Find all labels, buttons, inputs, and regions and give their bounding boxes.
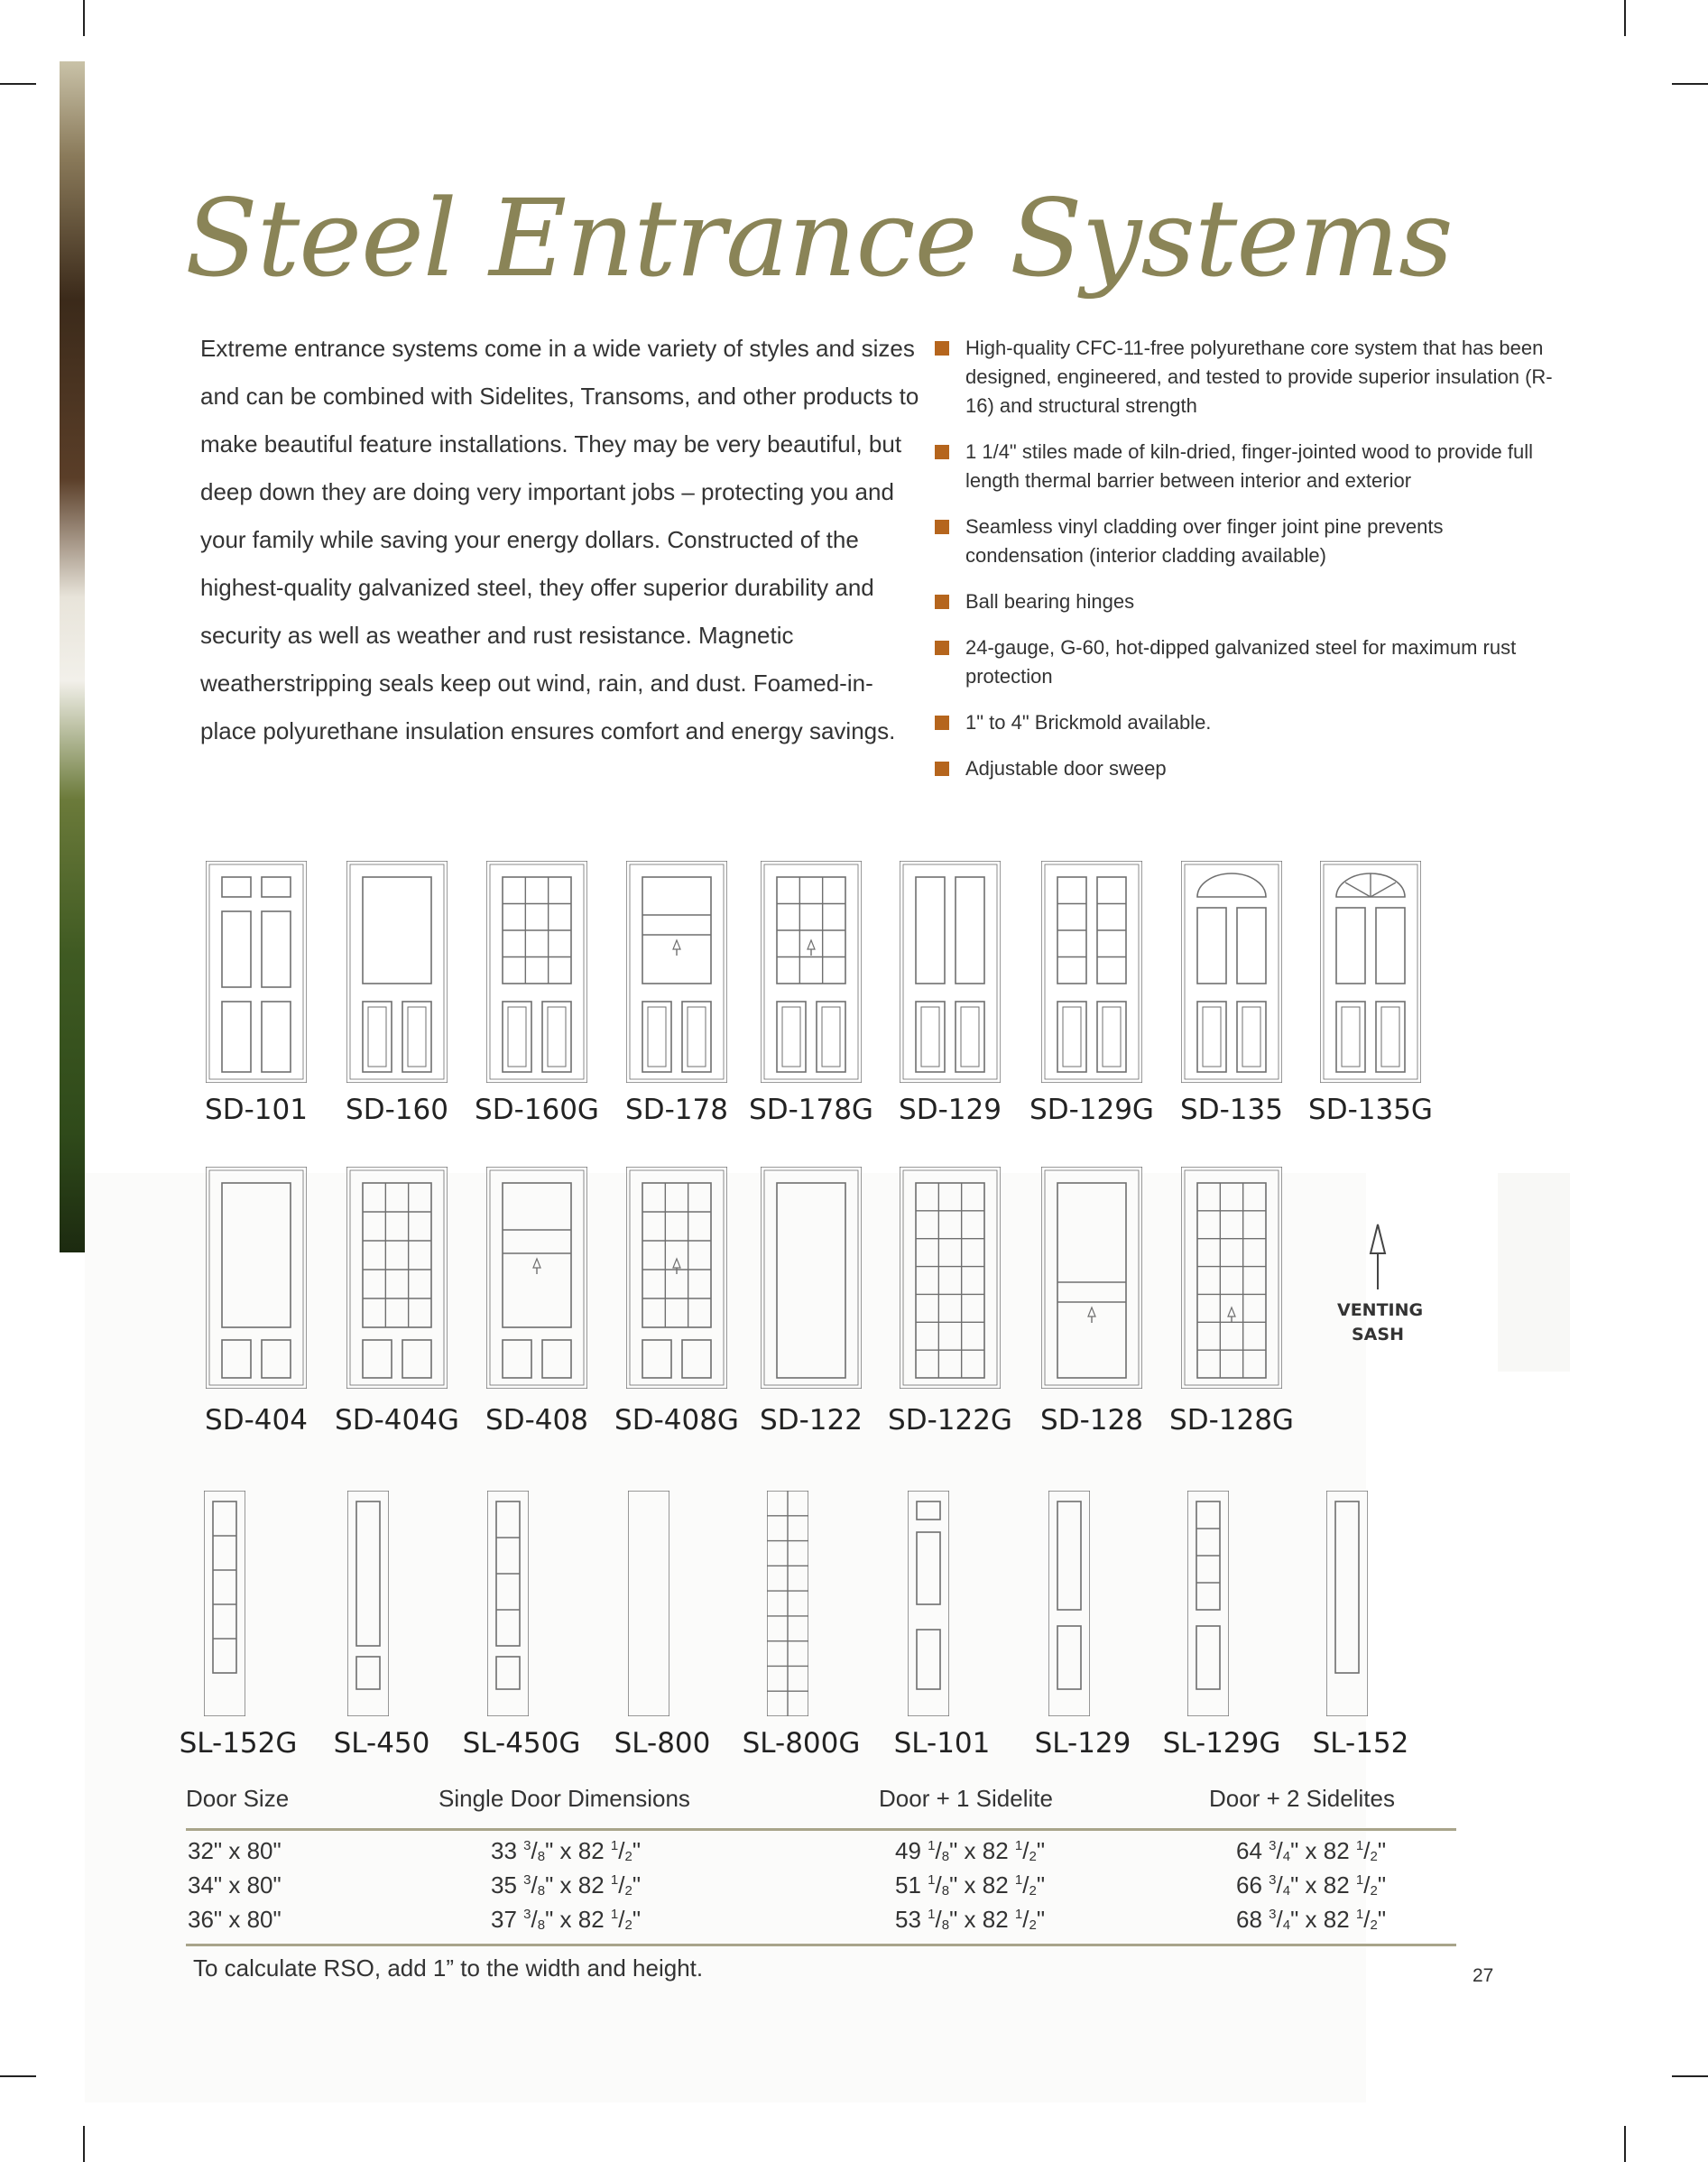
bullet-square-icon — [935, 595, 949, 609]
feature-item — [935, 587, 1557, 616]
model-code-label: SL-800G — [742, 1727, 861, 1760]
door-sd-404-drawing — [206, 1167, 307, 1389]
bullet-square-icon — [935, 762, 949, 776]
table-cell: 68 $^3/_4$" x 82 $^1/_2$" — [1236, 1906, 1387, 1933]
sidelite-illustration — [1187, 1491, 1229, 1716]
door-illustration — [761, 1167, 862, 1389]
feature-item — [935, 438, 1557, 495]
sidelite-sl-450-drawing — [347, 1491, 389, 1716]
door-sd-129g-drawing — [1041, 861, 1142, 1083]
bullet-square-icon — [935, 520, 949, 534]
table-cell: 51 $^1/_8$" x 82 $^1/_2$" — [895, 1871, 1046, 1899]
door-sd-408-drawing — [486, 1167, 587, 1389]
table-cell: 49 $^1/_8$" x 82 $^1/_2$" — [895, 1837, 1046, 1864]
model-code-label: SD-408G — [614, 1404, 739, 1437]
feature-item — [935, 513, 1557, 570]
dimensions-table — [186, 1785, 1456, 1933]
door-illustration — [761, 861, 862, 1083]
door-illustration — [1041, 861, 1142, 1083]
crop-mark — [0, 83, 36, 85]
header-single-door: Single Door Dimensions — [439, 1785, 690, 1812]
bullet-square-icon — [935, 716, 949, 730]
door-illustration — [1181, 1167, 1282, 1389]
photo-edge-strip — [60, 61, 85, 1252]
door-sd-128-drawing — [1041, 1167, 1142, 1389]
door-illustration — [1041, 1167, 1142, 1389]
bullet-square-icon — [935, 445, 949, 459]
model-code-label: SD-129G — [1029, 1094, 1154, 1126]
crop-mark — [83, 2126, 85, 2162]
sidelite-sl-800-drawing — [628, 1491, 669, 1716]
model-code-label: SD-135 — [1180, 1094, 1283, 1126]
background-panel — [1498, 1173, 1570, 1372]
door-sd-408g-drawing — [626, 1167, 727, 1389]
table-header — [186, 1785, 1456, 1826]
model-code-label: SL-152 — [1312, 1727, 1409, 1760]
page-number: 27 — [1473, 1965, 1494, 1986]
feature-text: 1 1/4" stiles made of kiln-dried, finger-jointed wood to provide full length thermal barrier between interior and exterior — [965, 440, 1534, 492]
crop-mark — [1624, 2126, 1626, 2162]
door-illustration — [346, 861, 448, 1083]
door-illustration — [626, 861, 727, 1083]
table-row — [186, 1837, 1456, 1871]
crop-mark — [1672, 83, 1708, 85]
model-code-label: SD-129 — [899, 1094, 1002, 1126]
table-cell: 32" x 80" — [188, 1837, 282, 1864]
door-sd-178g-drawing — [761, 861, 862, 1083]
model-code-label: SD-160 — [346, 1094, 448, 1126]
table-cell: 34" x 80" — [188, 1871, 282, 1899]
door-sd-160g-drawing — [486, 861, 587, 1083]
door-illustration — [1320, 861, 1421, 1083]
door-sd-178-drawing — [626, 861, 727, 1083]
door-illustration — [206, 1167, 307, 1389]
model-code-label: SL-450 — [333, 1727, 430, 1760]
crop-mark — [1672, 2075, 1708, 2077]
rso-note: To calculate RSO, add 1” to the width and height. — [193, 1954, 704, 1982]
feature-text: 1" to 4" Brickmold available. — [965, 711, 1212, 734]
door-sd-129-drawing — [900, 861, 1001, 1083]
sidelite-illustration — [204, 1491, 245, 1716]
bullet-square-icon — [935, 641, 949, 655]
sidelite-illustration — [1326, 1491, 1368, 1716]
door-illustration — [626, 1167, 727, 1389]
door-illustration — [486, 861, 587, 1083]
table-cell: 37 $^3/_8$" x 82 $^1/_2$" — [491, 1906, 642, 1933]
sidelite-sl-129g-drawing — [1187, 1491, 1229, 1716]
model-code-label: SL-450G — [462, 1727, 581, 1760]
page-title: Steel Entrance Systems — [185, 176, 1453, 300]
door-sd-135-drawing — [1181, 861, 1282, 1083]
model-code-label: SD-101 — [205, 1094, 308, 1126]
model-code-label: SD-122 — [760, 1404, 863, 1437]
table-bottom-rule — [186, 1944, 1456, 1946]
bullet-square-icon — [935, 341, 949, 356]
sidelite-illustration — [487, 1491, 529, 1716]
feature-list — [935, 334, 1557, 800]
sidelite-illustration — [1048, 1491, 1090, 1716]
model-code-label: SD-404 — [205, 1404, 308, 1437]
feature-text: 24-gauge, G-60, hot-dipped galvanized steel for maximum rust protection — [965, 636, 1517, 688]
table-cell: 35 $^3/_8$" x 82 $^1/_2$" — [491, 1871, 642, 1899]
sidelite-sl-800g-drawing — [767, 1491, 808, 1716]
header-door-1-sidelite: Door + 1 Sidelite — [879, 1785, 1053, 1812]
door-illustration — [486, 1167, 587, 1389]
model-code-label: SD-128 — [1040, 1404, 1143, 1437]
model-code-label: SD-404G — [335, 1404, 459, 1437]
table-cell: 33 $^3/_8$" x 82 $^1/_2$" — [491, 1837, 642, 1864]
model-code-label: SD-178 — [625, 1094, 728, 1126]
sidelite-sl-152g-drawing — [204, 1491, 245, 1716]
door-illustration — [900, 1167, 1001, 1389]
model-code-label: SL-129G — [1162, 1727, 1281, 1760]
feature-item — [935, 708, 1557, 737]
door-sd-101-drawing — [206, 861, 307, 1083]
sidelite-illustration — [628, 1491, 669, 1716]
door-sd-122-drawing — [761, 1167, 862, 1389]
feature-text: Ball bearing hinges — [965, 590, 1135, 613]
door-illustration — [900, 861, 1001, 1083]
door-illustration — [1181, 861, 1282, 1083]
feature-item — [935, 633, 1557, 691]
venting-sash-legend — [1337, 1223, 1424, 1347]
model-code-label: SD-178G — [749, 1094, 873, 1126]
table-cell: 36" x 80" — [188, 1906, 282, 1933]
sidelite-illustration — [908, 1491, 949, 1716]
table-top-rule — [186, 1828, 1456, 1831]
table-cell: 66 $^3/_4$" x 82 $^1/_2$" — [1236, 1871, 1387, 1899]
door-sd-404g-drawing — [346, 1167, 448, 1389]
header-door-size: Door Size — [186, 1785, 290, 1812]
door-sd-128g-drawing — [1181, 1167, 1282, 1389]
model-code-label: SL-101 — [893, 1727, 991, 1760]
sidelite-sl-129-drawing — [1048, 1491, 1090, 1716]
feature-text: High-quality CFC-11-free polyurethane core system that has been designed, engineered, and tested to provide superior insulation (R-16) and structural strength — [965, 337, 1553, 417]
crop-mark — [0, 2075, 36, 2077]
model-code-label: SD-135G — [1308, 1094, 1433, 1126]
sidelite-sl-152-drawing — [1326, 1491, 1368, 1716]
model-code-label: SD-408 — [485, 1404, 588, 1437]
model-code-label: SL-800 — [614, 1727, 711, 1760]
intro-paragraph: Extreme entrance systems come in a wide variety of styles and sizes and can be combined with Sidelites, Transoms, and other products to make beautiful feature installations. They may be very beautiful, but deep down they are doing very important jobs – protecting you and your family while saving your energy dollars. Constructed of the highest-quality galvanized steel, they offer superior durability and security as well as weather and rust resistance. Magnetic weatherstripping seals keep out wind, rain, and dust. Foamed-in-place polyurethane insulation ensures comfort and energy savings. — [200, 335, 919, 744]
venting-arrow-icon — [1360, 1223, 1396, 1295]
sidelite-sl-450g-drawing — [487, 1491, 529, 1716]
feature-item — [935, 754, 1557, 783]
model-code-label: SD-122G — [888, 1404, 1012, 1437]
model-code-label: SL-129 — [1034, 1727, 1131, 1760]
door-sd-135g-drawing — [1320, 861, 1421, 1083]
crop-mark — [83, 0, 85, 36]
feature-item — [935, 334, 1557, 420]
model-code-label: SD-160G — [475, 1094, 599, 1126]
door-illustration — [206, 861, 307, 1083]
model-code-label: SD-128G — [1169, 1404, 1294, 1437]
table-row — [186, 1906, 1456, 1940]
venting-sash-label: VENTING SASH — [1337, 1300, 1424, 1344]
sidelite-illustration — [767, 1491, 808, 1716]
door-illustration — [346, 1167, 448, 1389]
table-row — [186, 1871, 1456, 1906]
header-door-2-sidelites: Door + 2 Sidelites — [1209, 1785, 1395, 1812]
sidelite-sl-101-drawing — [908, 1491, 949, 1716]
sidelite-illustration — [347, 1491, 389, 1716]
door-sd-160-drawing — [346, 861, 448, 1083]
table-cell: 64 $^3/_4$" x 82 $^1/_2$" — [1236, 1837, 1387, 1864]
table-cell: 53 $^1/_8$" x 82 $^1/_2$" — [895, 1906, 1046, 1933]
model-code-label: SL-152G — [179, 1727, 298, 1760]
crop-mark — [1624, 0, 1626, 36]
feature-text: Seamless vinyl cladding over finger joint pine prevents condensation (interior cladding available) — [965, 515, 1444, 567]
feature-text: Adjustable door sweep — [965, 757, 1167, 780]
door-sd-122g-drawing — [900, 1167, 1001, 1389]
